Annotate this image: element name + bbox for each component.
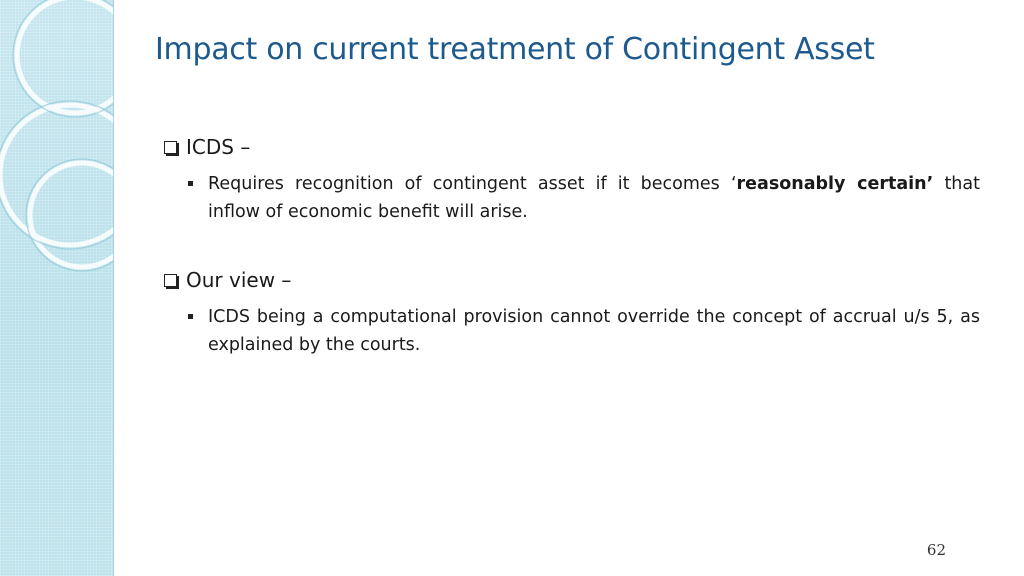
section-heading-our-view <box>160 266 980 294</box>
section-heading-label: Our view – <box>186 268 292 292</box>
bullet-text-part: that inflow of economic benefit will arise. <box>208 174 980 222</box>
section-heading-icds <box>160 133 980 161</box>
bullet-icon <box>188 314 193 319</box>
decorative-side-band <box>0 0 114 576</box>
page-number: 62 <box>926 541 946 559</box>
section-heading-label: ICDS – <box>186 135 251 159</box>
slide-title: Impact on current treatment of Contingent Asset <box>155 32 875 67</box>
bullet-icon <box>188 181 193 186</box>
bullet-text: ICDS being a computational provision cannot override the concept of accrual u/s 5, as explained by the courts. <box>208 307 980 355</box>
bullet-text-part: Requires recognition of contingent asset if it becomes ‘ <box>208 174 737 194</box>
slide-body <box>160 133 980 359</box>
bullet-point <box>208 303 980 359</box>
decorative-circles-icon <box>0 0 113 576</box>
square-bullet-icon <box>164 274 177 287</box>
bullet-text-bold: reasonably certain’ <box>736 174 934 194</box>
square-bullet-icon <box>164 141 177 154</box>
bullet-point <box>208 170 980 226</box>
